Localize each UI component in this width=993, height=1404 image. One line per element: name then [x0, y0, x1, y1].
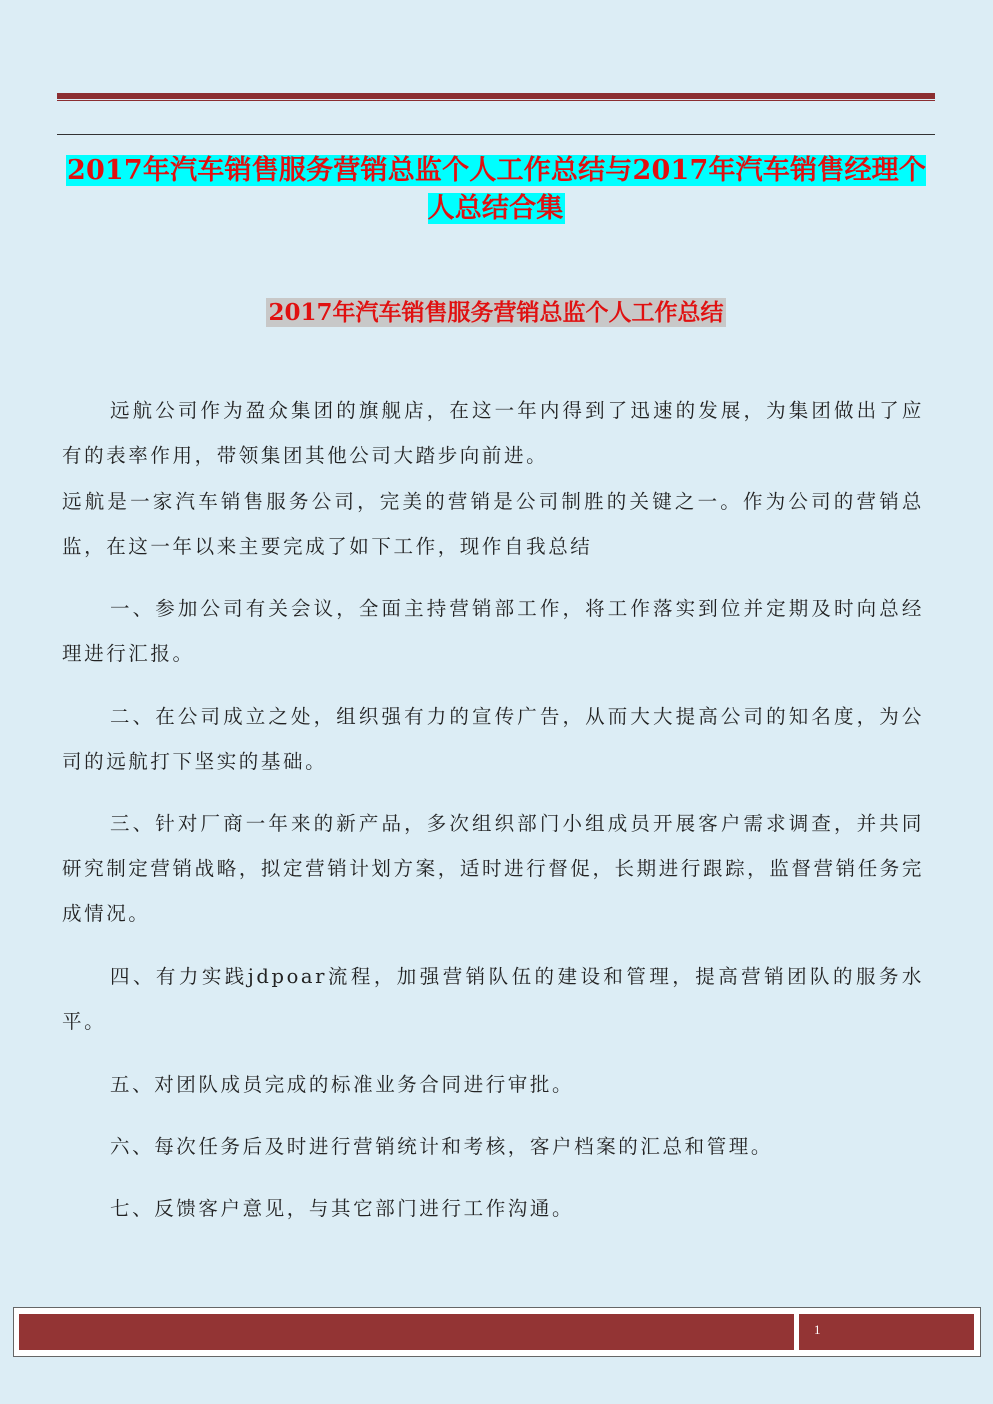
paragraph-item-1: 一、参加公司有关会议，全面主持营销部工作，将工作落实到位并定期及时向总经理进行汇报。	[62, 597, 924, 665]
header-rule-thin	[57, 100, 935, 101]
paragraph-item-4: 四、有力实践jdpoar流程，加强营销队伍的建设和管理，提高营销团队的服务水平。	[62, 965, 924, 1033]
header-line	[57, 134, 935, 135]
paragraph-item-5: 五、对团队成员完成的标准业务合同进行审批。	[110, 1073, 575, 1096]
paragraph-item-2: 二、在公司成立之处，组织强有力的宣传广告，从而大大提高公司的知名度，为公司的远航打下坚实的基础。	[62, 705, 924, 773]
section-title	[62, 296, 930, 330]
paragraph-item-6: 六、每次任务后及时进行营销统计和考核，客户档案的汇总和管理。	[110, 1135, 774, 1158]
paragraph-item-3: 三、针对厂商一年来的新产品，多次组织部门小组成员开展客户需求调查，并共同研究制定营销战略，拟定营销计划方案，适时进行督促，长期进行跟踪，监督营销任务完成情况。	[62, 812, 924, 925]
paragraph-company: 远航是一家汽车销售服务公司，完美的营销是公司制胜的关键之一。作为公司的营销总监，在这一年以来主要完成了如下工作，现作自我总结	[62, 490, 924, 558]
page-number: 1	[814, 1322, 821, 1337]
paragraph-item-7: 七、反馈客户意见，与其它部门进行工作沟通。	[110, 1197, 575, 1220]
section-title-text: 2017年汽车销售服务营销总监个人工作总结	[268, 299, 724, 326]
header-rule-thick	[57, 93, 935, 99]
footer-bar-left	[19, 1314, 794, 1350]
document-title-text: 2017年汽车销售服务营销总监个人工作总结与2017年汽车销售经理个人总结合集	[66, 155, 927, 224]
document-title	[62, 152, 930, 228]
paragraph-intro: 远航公司作为盈众集团的旗舰店，在这一年内得到了迅速的发展，为集团做出了应有的表率作用，带领集团其他公司大踏步向前进。	[62, 399, 924, 467]
